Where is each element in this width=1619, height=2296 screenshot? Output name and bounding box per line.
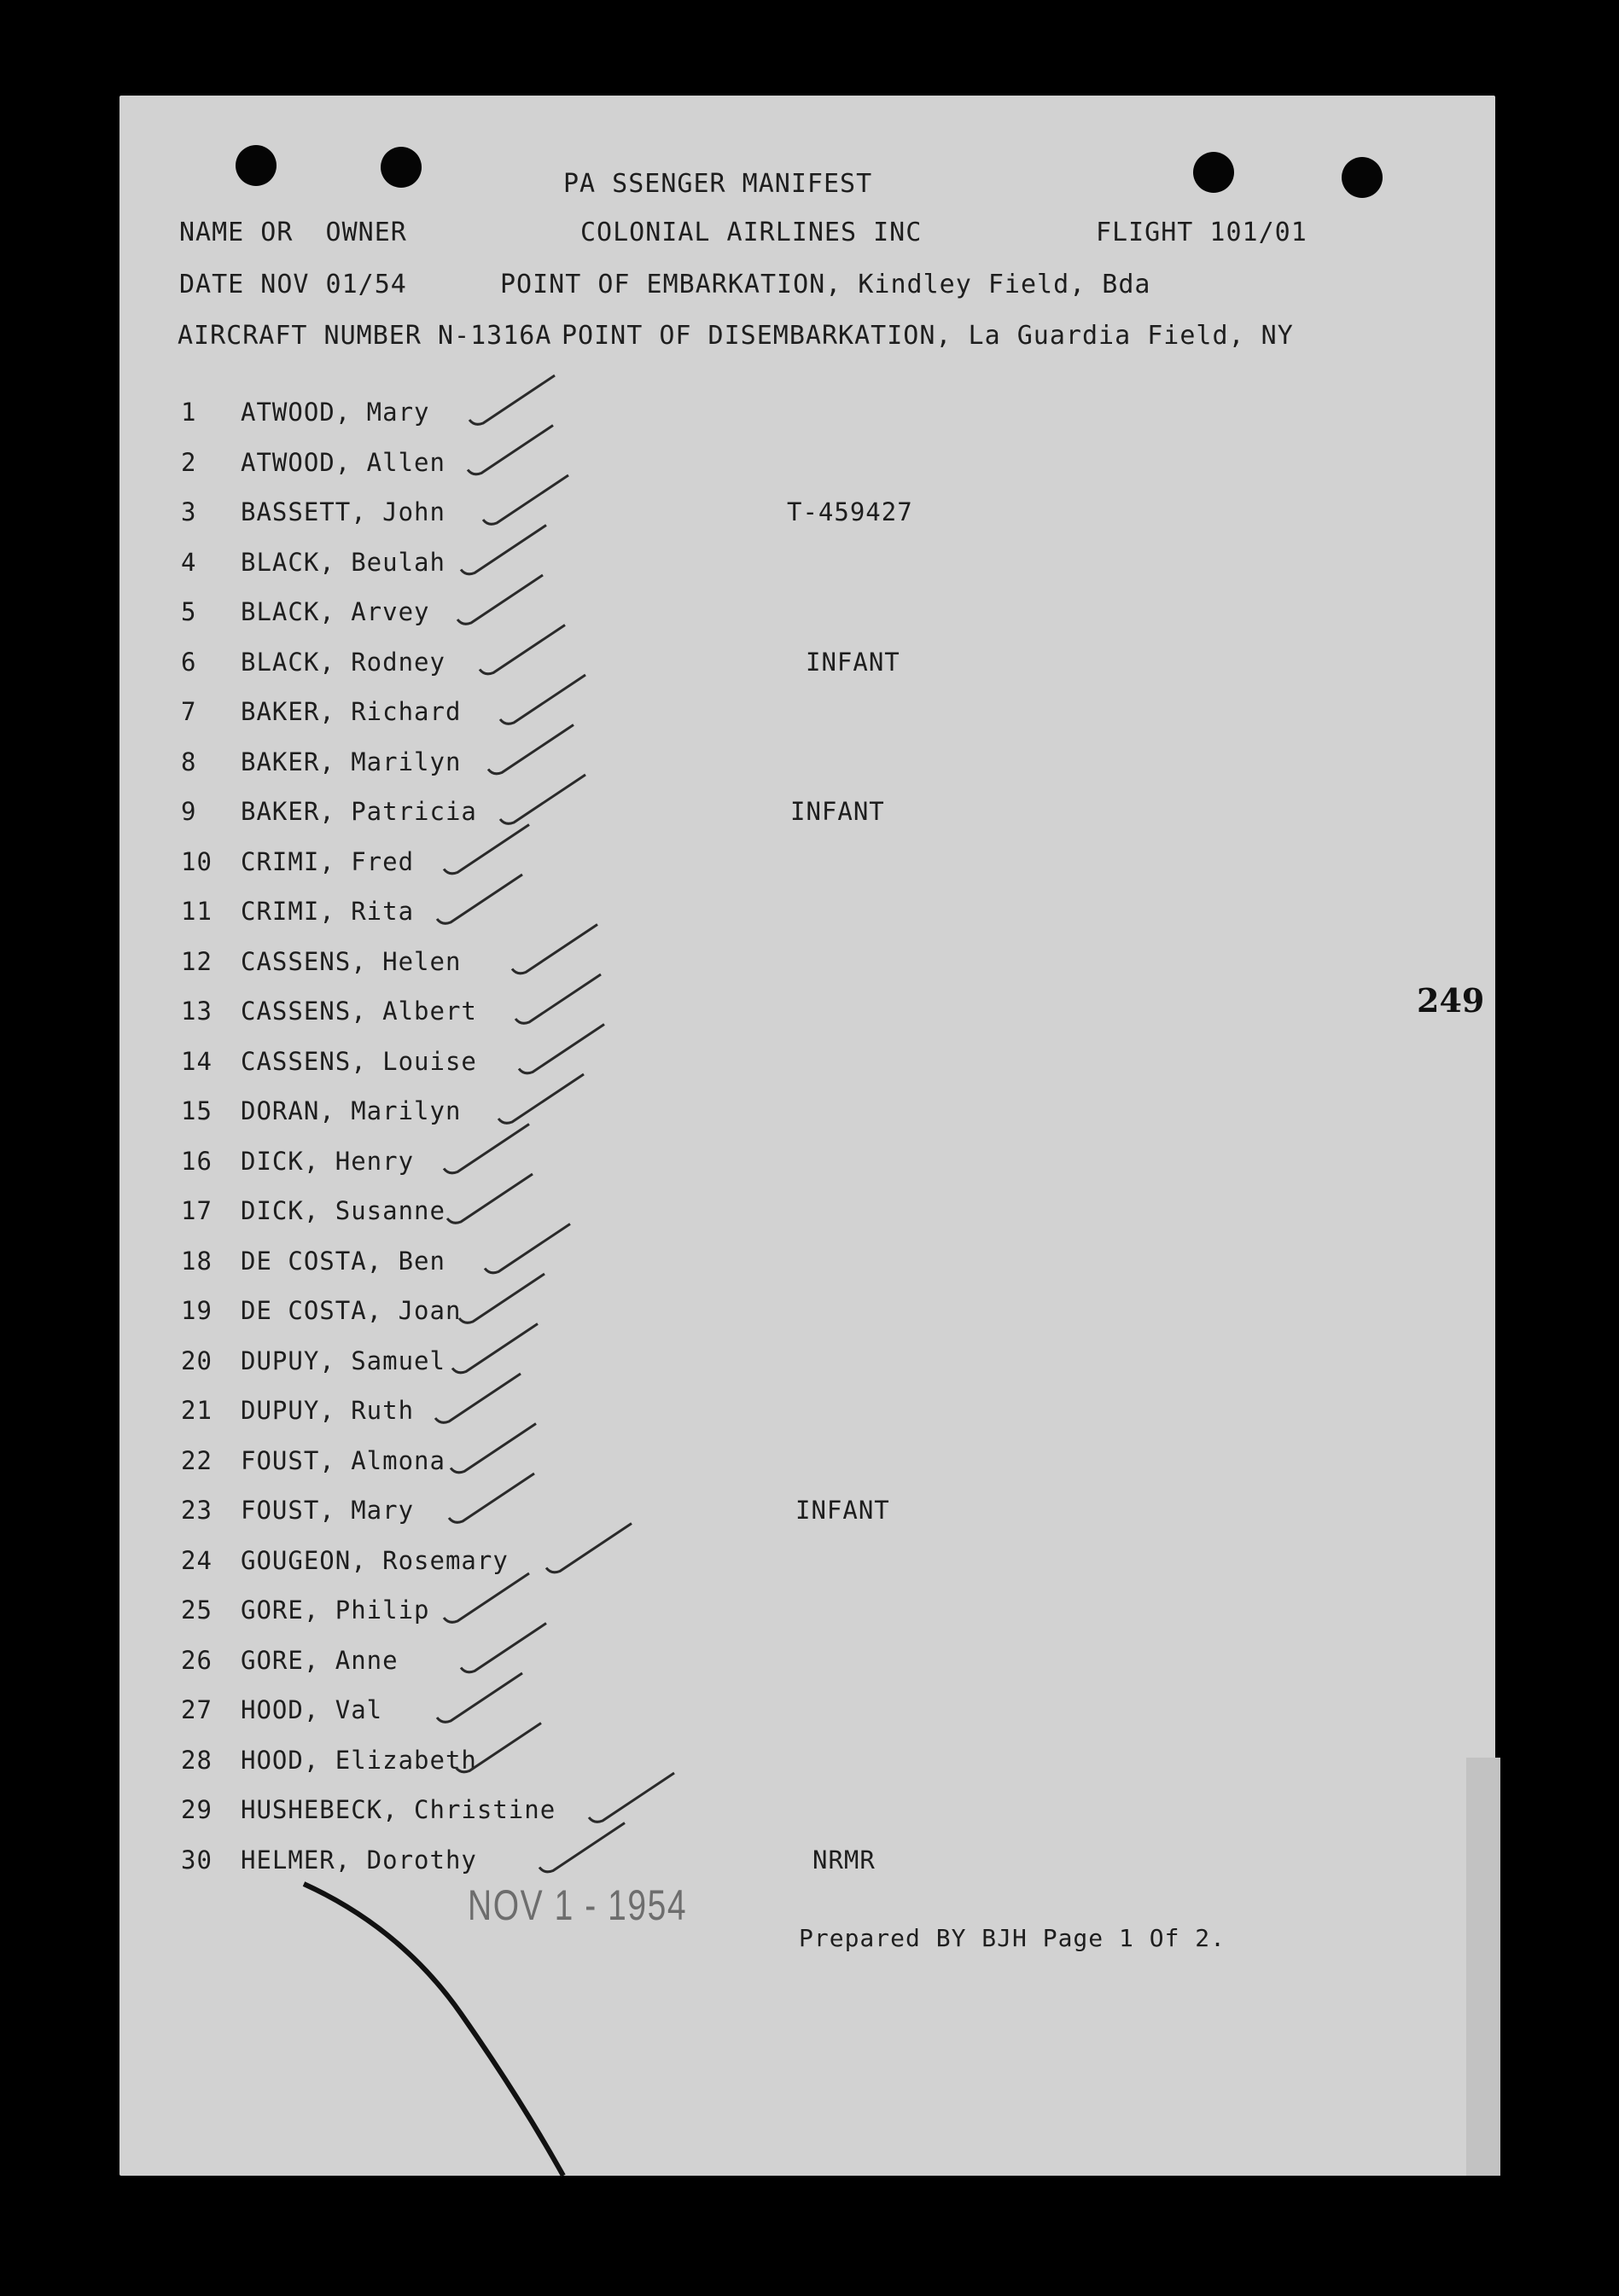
passenger-name: DICK, Henry bbox=[241, 1146, 415, 1176]
check-mark bbox=[519, 1025, 604, 1073]
embarkation-point: POINT OF EMBARKATION, Kindley Field, Bda bbox=[500, 270, 1151, 299]
check-mark bbox=[589, 1773, 674, 1822]
check-mark bbox=[457, 575, 543, 624]
passenger-number: 15 bbox=[181, 1096, 213, 1125]
page-title: PA SSENGER MANIFEST bbox=[563, 169, 873, 199]
passenger-name: CRIMI, Fred bbox=[241, 846, 415, 876]
passenger-note: INFANT bbox=[790, 797, 885, 826]
passenger-number: 5 bbox=[181, 597, 197, 626]
check-mark bbox=[456, 1723, 541, 1772]
passenger-number: 17 bbox=[181, 1196, 213, 1225]
passenger-number: 27 bbox=[181, 1695, 213, 1724]
passenger-name: DE COSTA, Ben bbox=[241, 1246, 446, 1276]
passenger-number: 12 bbox=[181, 946, 213, 976]
passenger-number: 26 bbox=[181, 1645, 213, 1675]
prepared-by-footer: Prepared BY BJH Page 1 Of 2. bbox=[799, 1924, 1226, 1952]
check-mark bbox=[500, 675, 585, 724]
passenger-name: GOUGEON, Rosemary bbox=[241, 1545, 509, 1575]
owner-value: COLONIAL AIRLINES INC bbox=[580, 218, 923, 247]
passenger-name: HELMER, Dorothy bbox=[241, 1845, 477, 1875]
check-mark bbox=[488, 725, 574, 774]
check-mark bbox=[515, 974, 601, 1023]
passenger-number: 23 bbox=[181, 1496, 213, 1525]
passenger-number: 30 bbox=[181, 1845, 213, 1875]
passenger-name: HUSHEBECK, Christine bbox=[241, 1795, 556, 1824]
passenger-name: GORE, Philip bbox=[241, 1596, 430, 1625]
check-mark bbox=[444, 1125, 529, 1173]
passenger-number: 2 bbox=[181, 447, 197, 477]
passenger-number: 29 bbox=[181, 1795, 213, 1824]
passenger-number: 13 bbox=[181, 997, 213, 1026]
check-mark bbox=[512, 925, 597, 974]
check-mark bbox=[546, 1524, 632, 1572]
check-mark bbox=[485, 1224, 570, 1273]
check-mark bbox=[480, 625, 565, 674]
flight-number: FLIGHT 101/01 bbox=[1096, 218, 1307, 247]
passenger-number: 19 bbox=[181, 1296, 213, 1325]
passenger-number: 8 bbox=[181, 747, 197, 776]
passenger-name: HOOD, Val bbox=[241, 1695, 383, 1724]
check-mark bbox=[461, 1624, 546, 1672]
check-mark bbox=[461, 526, 546, 574]
passenger-note: NRMR bbox=[812, 1845, 876, 1875]
check-mark bbox=[483, 475, 568, 524]
passenger-name: FOUST, Almona bbox=[241, 1445, 446, 1475]
passenger-number: 18 bbox=[181, 1246, 213, 1276]
check-mark bbox=[444, 825, 529, 874]
owner-label: NAME OR OWNER bbox=[179, 218, 407, 247]
passenger-number: 21 bbox=[181, 1396, 213, 1425]
check-mark bbox=[437, 1673, 522, 1722]
passenger-number: 16 bbox=[181, 1146, 213, 1176]
passenger-name: CASSENS, Helen bbox=[241, 946, 462, 976]
passenger-number: 28 bbox=[181, 1745, 213, 1775]
check-mark bbox=[449, 1474, 534, 1522]
passenger-name: CASSENS, Louise bbox=[241, 1046, 477, 1076]
check-mark bbox=[447, 1174, 533, 1223]
passenger-number: 1 bbox=[181, 398, 197, 427]
passenger-name: DORAN, Marilyn bbox=[241, 1096, 462, 1125]
passenger-name: DE COSTA, Joan bbox=[241, 1296, 462, 1325]
check-mark bbox=[452, 1324, 538, 1373]
passenger-note: INFANT bbox=[806, 647, 900, 677]
check-mark bbox=[539, 1823, 625, 1872]
passenger-number: 14 bbox=[181, 1046, 213, 1076]
check-mark bbox=[468, 426, 553, 474]
check-mark bbox=[469, 375, 555, 424]
passenger-name: BLACK, Beulah bbox=[241, 547, 446, 577]
passenger-name: ATWOOD, Mary bbox=[241, 398, 430, 427]
passenger-number: 25 bbox=[181, 1596, 213, 1625]
check-mark bbox=[459, 1274, 545, 1322]
check-mark bbox=[437, 875, 522, 923]
check-mark bbox=[498, 1074, 584, 1123]
passenger-number: 10 bbox=[181, 846, 213, 876]
check-mark bbox=[451, 1424, 536, 1473]
passenger-name: BAKER, Richard bbox=[241, 697, 462, 726]
passenger-name: BLACK, Rodney bbox=[241, 647, 446, 677]
passenger-name: CRIMI, Rita bbox=[241, 897, 415, 926]
passenger-number: 4 bbox=[181, 547, 197, 577]
passenger-name: DUPUY, Ruth bbox=[241, 1396, 415, 1425]
check-mark bbox=[435, 1374, 521, 1422]
date-stamp: NOV 1 - 1954 bbox=[468, 1881, 688, 1929]
passenger-name: FOUST, Mary bbox=[241, 1496, 415, 1525]
passenger-number: 9 bbox=[181, 797, 197, 826]
check-mark bbox=[500, 775, 585, 823]
passenger-name: HOOD, Elizabeth bbox=[241, 1745, 477, 1775]
manifest-date: DATE NOV 01/54 bbox=[179, 270, 407, 299]
aircraft-number: AIRCRAFT NUMBER N-1316A bbox=[178, 321, 552, 351]
page-side-number: 249 bbox=[1417, 981, 1485, 1020]
passenger-name: GORE, Anne bbox=[241, 1645, 399, 1675]
passenger-name: BASSETT, John bbox=[241, 497, 446, 526]
passenger-note: T-459427 bbox=[787, 497, 913, 526]
passenger-number: 6 bbox=[181, 647, 197, 677]
passenger-number: 22 bbox=[181, 1445, 213, 1475]
passenger-number: 11 bbox=[181, 897, 213, 926]
passenger-name: BAKER, Patricia bbox=[241, 797, 477, 826]
disembarkation-point: POINT OF DISEMBARKATION, La Guardia Field, NY bbox=[562, 321, 1294, 351]
check-mark bbox=[444, 1573, 529, 1622]
passenger-number: 24 bbox=[181, 1545, 213, 1575]
passenger-name: BLACK, Arvey bbox=[241, 597, 430, 626]
passenger-number: 20 bbox=[181, 1346, 213, 1375]
passenger-number: 7 bbox=[181, 697, 197, 726]
passenger-name: DICK, Susanne bbox=[241, 1196, 446, 1225]
passenger-note: INFANT bbox=[795, 1496, 890, 1525]
passenger-name: ATWOOD, Allen bbox=[241, 447, 446, 477]
passenger-name: BAKER, Marilyn bbox=[241, 747, 462, 776]
passenger-name: CASSENS, Albert bbox=[241, 997, 477, 1026]
passenger-number: 3 bbox=[181, 497, 197, 526]
passenger-name: DUPUY, Samuel bbox=[241, 1346, 446, 1375]
